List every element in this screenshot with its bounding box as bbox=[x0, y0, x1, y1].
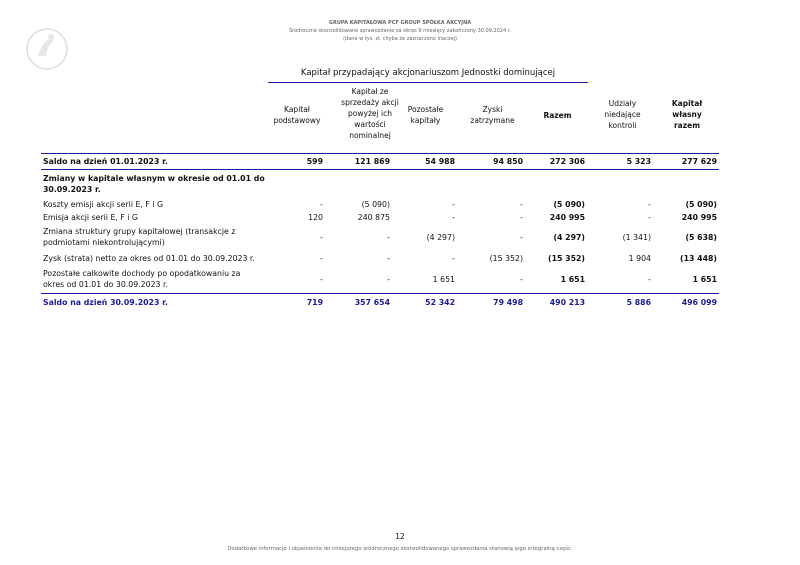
cell: - bbox=[320, 275, 323, 284]
cell: - bbox=[648, 275, 651, 284]
header-rule bbox=[41, 153, 719, 154]
column-header: Kapitał własny razem bbox=[671, 99, 703, 130]
row-rule bbox=[41, 169, 719, 170]
cell: 120 bbox=[308, 213, 323, 222]
row-label: Saldo na dzień 30.09.2023 r. bbox=[43, 298, 168, 307]
table-row bbox=[41, 226, 719, 248]
cell: - bbox=[520, 213, 523, 222]
row-label: Zysk (strata) netto za okres od 01.01 do 30.09.2023 r. bbox=[43, 254, 255, 263]
page-number: 12 bbox=[395, 532, 405, 541]
cell: - bbox=[520, 233, 523, 242]
cell: (5 090) bbox=[361, 200, 390, 209]
cell: (4 297) bbox=[426, 233, 455, 242]
cell: 5 886 bbox=[626, 298, 651, 307]
report-title: Śródroczne skonsolidowane sprawozdanie za okres 9 miesięcy zakończony 30.09.2024 r. bbox=[288, 28, 512, 34]
column-header: Kapitał ze sprzedaży akcji powyżej ich wartości nominalnej bbox=[341, 87, 399, 140]
cell: 277 629 bbox=[681, 157, 717, 166]
total-rule bbox=[41, 293, 719, 294]
cell: (5 638) bbox=[685, 233, 717, 242]
cell: 52 342 bbox=[425, 298, 455, 307]
column-group-title: Kapitał przypadający akcjonariuszom Jednostki dominującej bbox=[268, 68, 588, 83]
cell: - bbox=[387, 233, 390, 242]
cell: 240 995 bbox=[681, 213, 717, 222]
cell: 1 651 bbox=[432, 275, 455, 284]
cell: 240 995 bbox=[549, 213, 585, 222]
column-header: Kapitał podstawowy bbox=[273, 105, 321, 125]
cell: 79 498 bbox=[493, 298, 523, 307]
row-label: Zmiana struktury grupy kapitałowej (transakcje z podmiotami niekontrolującymi) bbox=[43, 227, 236, 247]
row-label: Koszty emisji akcji serii E, F i G bbox=[43, 200, 164, 209]
cell: 1 651 bbox=[692, 275, 717, 284]
cell: 5 323 bbox=[626, 157, 651, 166]
cell: - bbox=[320, 254, 323, 263]
cell: 121 869 bbox=[354, 157, 390, 166]
cell: - bbox=[387, 275, 390, 284]
row-label: Zmiany w kapitale własnym w okresie od 01.01 do 30.09.2023 r. bbox=[43, 174, 265, 194]
column-header: Pozostałe kapitały bbox=[407, 105, 444, 125]
column-header: Razem bbox=[543, 111, 572, 120]
cell: 1 651 bbox=[560, 275, 585, 284]
cell: - bbox=[320, 200, 323, 209]
cell: - bbox=[520, 200, 523, 209]
cell: - bbox=[452, 200, 455, 209]
cell: (13 448) bbox=[680, 254, 717, 263]
cell: 719 bbox=[306, 298, 323, 307]
cell: (4 297) bbox=[553, 233, 585, 242]
cell: 490 213 bbox=[549, 298, 585, 307]
cell: - bbox=[320, 233, 323, 242]
cell: 54 988 bbox=[425, 157, 455, 166]
column-header: Udziały niedające kontroli bbox=[604, 99, 641, 130]
cell: (5 090) bbox=[685, 200, 717, 209]
table-row bbox=[41, 268, 719, 290]
cell: - bbox=[452, 254, 455, 263]
company-name: GRUPA KAPITAŁOWA PCF GROUP SPÓŁKA AKCYJNA bbox=[328, 20, 472, 26]
cell: (1 341) bbox=[622, 233, 651, 242]
cell: (5 090) bbox=[553, 200, 585, 209]
cell: - bbox=[520, 275, 523, 284]
cell: 272 306 bbox=[549, 157, 585, 166]
cell: 496 099 bbox=[681, 298, 717, 307]
cell: 1 904 bbox=[628, 254, 651, 263]
cell: - bbox=[452, 213, 455, 222]
row-label: Saldo na dzień 01.01.2023 r. bbox=[43, 157, 168, 166]
table-row bbox=[41, 156, 719, 167]
page-footer: Dodatkowe informacje i objaśnienia do niniejszego śródrocznego skonsolidowanego sprawozdania stanowią jego integralną część. bbox=[227, 546, 573, 552]
row-label: Pozostałe całkowite dochody po opodatkowaniu za okres od 01.01 do 30.09.2023 r. bbox=[43, 269, 241, 289]
units-note: (dane w tys. zł, chyba że zaznaczono inaczej) bbox=[343, 36, 457, 42]
cell: - bbox=[387, 254, 390, 263]
cell: (15 352) bbox=[548, 254, 585, 263]
cell: - bbox=[648, 213, 651, 222]
cell: 240 875 bbox=[357, 213, 390, 222]
cell: 599 bbox=[306, 157, 323, 166]
cell: 357 654 bbox=[354, 298, 390, 307]
cell: - bbox=[648, 200, 651, 209]
cell: 94 850 bbox=[493, 157, 523, 166]
column-header: Zyski zatrzymane bbox=[470, 105, 515, 125]
row-label: Emisja akcji serii E, F i G bbox=[43, 213, 138, 222]
cell: (15 352) bbox=[489, 254, 523, 263]
